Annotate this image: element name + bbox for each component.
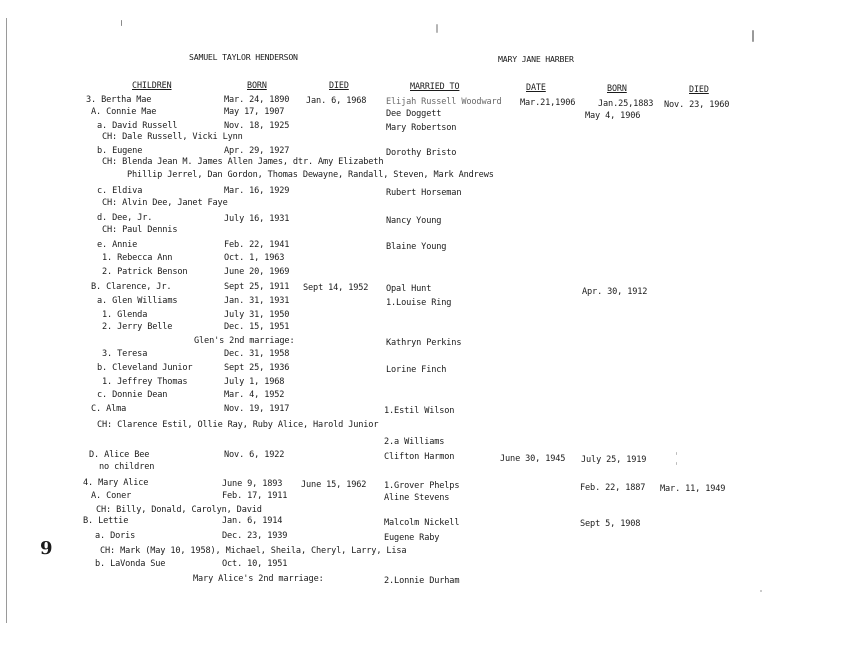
child-name: b. LaVonda Sue bbox=[95, 559, 166, 569]
born-date: Dec. 23, 1939 bbox=[222, 531, 288, 541]
spouse-name: Kathryn Perkins bbox=[386, 338, 462, 348]
children-list: CH: Billy, Donald, Carolyn, David bbox=[96, 505, 262, 515]
grandchild-name: 2. Jerry Belle bbox=[102, 322, 173, 332]
marriage-date: June 30, 1945 bbox=[500, 454, 566, 464]
born-date: Oct. 1, 1963 bbox=[224, 253, 285, 263]
grandchild-name: 1. Rebecca Ann bbox=[102, 253, 173, 263]
spouse-born-date: May 4, 1906 bbox=[585, 111, 641, 121]
column-header-married-to: MARRIED TO bbox=[410, 81, 460, 91]
born-date: Sept 25, 1936 bbox=[224, 363, 290, 373]
child-name: B. Lettie bbox=[83, 516, 129, 526]
column-header-spouse-born: BORN bbox=[607, 83, 627, 93]
spouse-born-date: July 25, 1919 bbox=[581, 455, 647, 465]
grandchild-name: 3. Teresa bbox=[102, 349, 148, 359]
born-date: Oct. 10, 1951 bbox=[222, 559, 288, 569]
no-children-note: no children bbox=[99, 462, 155, 472]
born-date: Dec. 31, 1958 bbox=[224, 349, 290, 359]
child-name: A. Connie Mae bbox=[91, 107, 157, 117]
born-date: Jan. 6, 1914 bbox=[222, 516, 283, 526]
wife-name: MARY JANE HARBER bbox=[498, 54, 574, 64]
children-list: CH: Alvin Dee, Janet Faye bbox=[102, 198, 228, 208]
child-name: c. Donnie Dean bbox=[97, 390, 168, 400]
child-name: a. David Russell bbox=[97, 121, 178, 131]
spouse-name: Dee Doggett bbox=[386, 109, 442, 119]
born-date: May 17, 1907 bbox=[224, 107, 285, 117]
spouse-born-date: Sept 5, 1908 bbox=[580, 519, 641, 529]
child-name: C. Alma bbox=[91, 404, 127, 414]
child-name: b. Cleveland Junior bbox=[97, 363, 193, 373]
grandchild-name: 1. Glenda bbox=[102, 310, 148, 320]
spouse-name: 2.Lonnie Durham bbox=[384, 576, 460, 586]
second-marriage-note: Glen's 2nd marriage: bbox=[194, 336, 295, 346]
spouse-name: Rubert Horseman bbox=[386, 188, 462, 198]
died-date: Jan. 6, 1968 bbox=[306, 96, 367, 106]
spouse-name: Mary Robertson bbox=[386, 123, 457, 133]
scan-speck bbox=[760, 590, 762, 592]
scan-speck bbox=[676, 452, 677, 455]
child-name: d. Dee, Jr. bbox=[97, 213, 153, 223]
spouse-name: Opal Hunt bbox=[386, 284, 432, 294]
born-date: Nov. 6, 1922 bbox=[224, 450, 285, 460]
children-list: CH: Mark (May 10, 1958), Michael, Sheila, Cheryl, Larry, Lisa bbox=[100, 546, 407, 556]
spouse-died-date: Mar. 11, 1949 bbox=[660, 484, 726, 494]
died-date: Sept 14, 1952 bbox=[303, 283, 369, 293]
spouse-name: Nancy Young bbox=[386, 216, 442, 226]
spouse-name: 1.Estil Wilson bbox=[384, 406, 455, 416]
spouse-name: 1.Grover Phelps bbox=[384, 481, 460, 491]
spouse-name: Dorothy Bristo bbox=[386, 148, 457, 158]
spouse-name: Clifton Harmon bbox=[384, 452, 455, 462]
born-date: July 1, 1968 bbox=[224, 377, 285, 387]
margin-mark: 9 bbox=[40, 538, 53, 559]
born-date: Nov. 18, 1925 bbox=[224, 121, 290, 131]
child-name: 3. Bertha Mae bbox=[86, 95, 152, 105]
child-name: a. Glen Williams bbox=[97, 296, 178, 306]
child-name: A. Coner bbox=[91, 491, 132, 501]
spouse-name: 1.Louise Ring bbox=[386, 298, 452, 308]
child-name: B. Clarence, Jr. bbox=[91, 282, 172, 292]
spouse-born-date: Apr. 30, 1912 bbox=[582, 287, 648, 297]
column-header-born: BORN bbox=[247, 80, 267, 90]
born-date: Mar. 4, 1952 bbox=[224, 390, 285, 400]
children-list: CH: Dale Russell, Vicki Lynn bbox=[102, 132, 243, 142]
spouse-born-date: Jan.25,1883 bbox=[598, 99, 654, 109]
child-name: e. Annie bbox=[97, 240, 138, 250]
died-date: June 15, 1962 bbox=[301, 480, 367, 490]
second-marriage-note: Mary Alice's 2nd marriage: bbox=[193, 574, 324, 584]
spouse-name: Lorine Finch bbox=[386, 365, 447, 375]
scan-speck bbox=[676, 462, 677, 465]
grandchild-name: 2. Patrick Benson bbox=[102, 267, 188, 277]
born-date: Dec. 15, 1951 bbox=[224, 322, 290, 332]
born-date: Nov. 19, 1917 bbox=[224, 404, 290, 414]
scan-speck bbox=[436, 24, 438, 33]
children-list: Phillip Jerrel, Dan Gordon, Thomas Dewayne, Randall, Steven, Mark Andrews bbox=[127, 170, 494, 180]
column-header-died: DIED bbox=[329, 80, 349, 90]
born-date: Feb. 17, 1911 bbox=[222, 491, 288, 501]
husband-name: SAMUEL TAYLOR HENDERSON bbox=[189, 52, 298, 62]
column-header-children: CHILDREN bbox=[132, 80, 172, 90]
scan-speck bbox=[121, 20, 122, 26]
child-name: D. Alice Bee bbox=[89, 450, 150, 460]
spouse-born-date: Feb. 22, 1887 bbox=[580, 483, 646, 493]
child-name: b. Eugene bbox=[97, 146, 143, 156]
born-date: Sept 25, 1911 bbox=[224, 282, 290, 292]
children-list: CH: Paul Dennis bbox=[102, 225, 178, 235]
child-name: 4. Mary Alice bbox=[83, 478, 149, 488]
spouse-died-date: Nov. 23, 1960 bbox=[664, 100, 730, 110]
child-name: c. Eldiva bbox=[97, 186, 143, 196]
marriage-date: Mar.21,1906 bbox=[520, 98, 576, 108]
born-date: June 20, 1969 bbox=[224, 267, 290, 277]
scan-speck bbox=[752, 30, 754, 42]
spouse-name: Aline Stevens bbox=[384, 493, 450, 503]
spouse-name: Elijah Russell Woodward bbox=[386, 97, 502, 107]
column-header-date: DATE bbox=[526, 82, 546, 92]
children-list: CH: Blenda Jean M. James Allen James, dtr. Amy Elizabeth bbox=[102, 157, 384, 167]
spouse-name: 2.a Williams bbox=[384, 437, 445, 447]
born-date: Apr. 29, 1927 bbox=[224, 146, 290, 156]
born-date: June 9, 1893 bbox=[222, 479, 283, 489]
grandchild-name: 1. Jeffrey Thomas bbox=[102, 377, 188, 387]
scan-edge-line bbox=[6, 18, 7, 623]
children-list: CH: Clarence Estil, Ollie Ray, Ruby Alice, Harold Junior bbox=[97, 420, 379, 430]
born-date: July 16, 1931 bbox=[224, 214, 290, 224]
born-date: Mar. 24, 1890 bbox=[224, 95, 290, 105]
column-header-spouse-died: DIED bbox=[689, 84, 709, 94]
spouse-name: Malcolm Nickell bbox=[384, 518, 460, 528]
spouse-name: Eugene Raby bbox=[384, 533, 440, 543]
born-date: Feb. 22, 1941 bbox=[224, 240, 290, 250]
born-date: July 31, 1950 bbox=[224, 310, 290, 320]
spouse-name: Blaine Young bbox=[386, 242, 447, 252]
child-name: a. Doris bbox=[95, 531, 136, 541]
born-date: Mar. 16, 1929 bbox=[224, 186, 290, 196]
born-date: Jan. 31, 1931 bbox=[224, 296, 290, 306]
